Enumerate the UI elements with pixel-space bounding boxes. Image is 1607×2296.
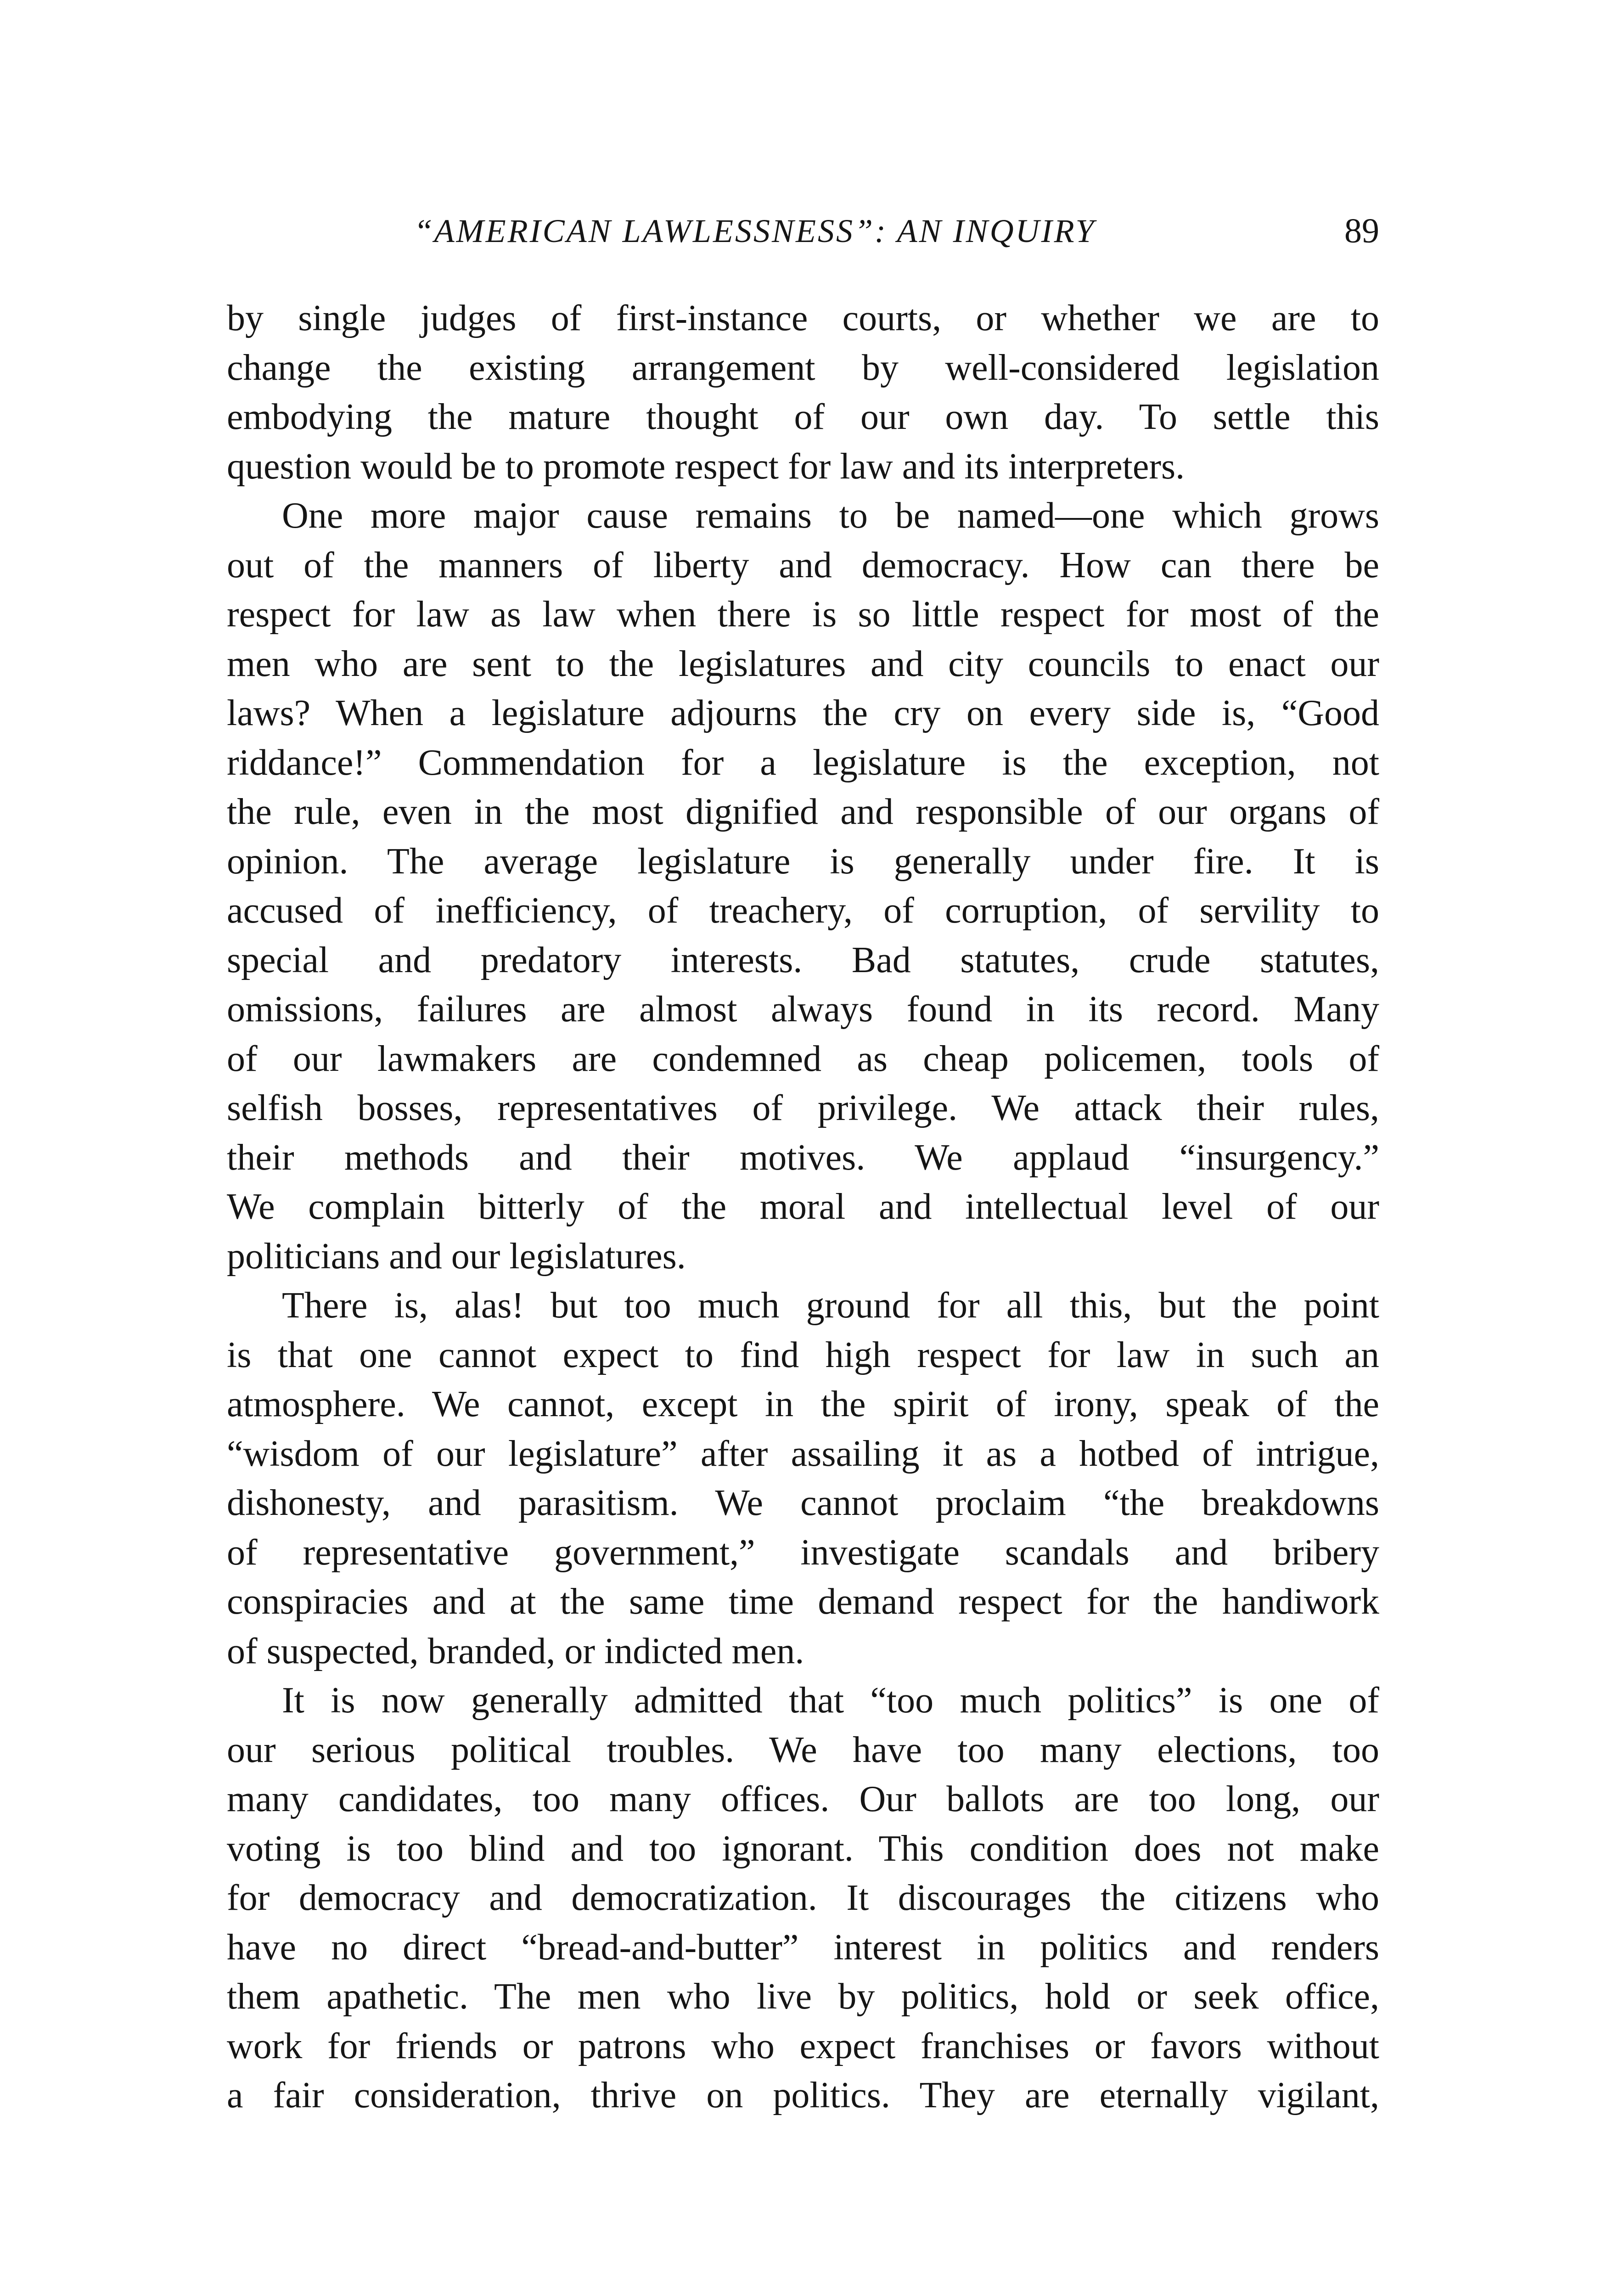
text-line: of our lawmakers are condemned as cheap policemen, tools of [227, 1038, 1379, 1079]
text-line: riddance!” Commendation for a legislature is the exception, not [227, 742, 1379, 783]
text-line: of suspected, branded, or indicted men. [227, 1631, 804, 1671]
text-line: accused of inefficiency, of treachery, of corruption, of servility to [227, 890, 1379, 931]
paragraph-atmosphere [227, 1281, 1379, 1676]
text-line: dishonesty, and parasitism. We cannot proclaim “the breakdowns [227, 1483, 1379, 1523]
running-head [227, 206, 1379, 256]
text-line: of representative government,” investigate scandals and bribery [227, 1532, 1379, 1573]
text-line: selfish bosses, representatives of privilege. We attack their rules, [227, 1088, 1379, 1128]
text-line: our serious political troubles. We have too many elections, too [227, 1729, 1379, 1770]
text-line: embodying the mature thought of our own day. To settle this [227, 397, 1379, 437]
text-line: them apathetic. The men who live by politics, hold or seek office, [227, 1976, 1379, 2017]
text-line: their methods and their motives. We applaud “insurgency.” [227, 1137, 1379, 1178]
text-line: special and predatory interests. Bad statutes, crude statutes, [227, 940, 1379, 980]
text-line: by single judges of first-instance courts, or whether we are to [227, 298, 1379, 338]
text-line: respect for law as law when there is so little respect for most of the [227, 594, 1379, 635]
body-text [227, 294, 1379, 2121]
text-line: We complain bitterly of the moral and intellectual level of our [227, 1187, 1379, 1227]
running-title: “AMERICAN LAWLESSNESS”: AN INQUIRY [414, 213, 1096, 249]
text-line: One more major cause remains to be named—one which grows [282, 495, 1379, 536]
text-line: many candidates, too many offices. Our ballots are too long, our [227, 1779, 1379, 1819]
text-line: opinion. The average legislature is generally under fire. It is [227, 841, 1379, 882]
paragraph-too-much-politics [227, 1676, 1379, 2121]
text-line: question would be to promote respect for law and its interpreters. [227, 446, 1185, 487]
text-line: It is now generally admitted that “too much politics” is one of [282, 1680, 1379, 1721]
text-line: “wisdom of our legislature” after assailing it as a hotbed of intrigue, [227, 1433, 1379, 1474]
page-number: 89 [1344, 212, 1379, 250]
text-line: for democracy and democratization. It discourages the citizens who [227, 1878, 1379, 1918]
text-line: men who are sent to the legislatures and city councils to enact our [227, 643, 1379, 684]
text-line: conspiracies and at the same time demand respect for the handiwork [227, 1581, 1379, 1622]
paragraph-continued [227, 294, 1379, 491]
text-line: voting is too blind and too ignorant. This condition does not make [227, 1828, 1379, 1869]
text-line: There is, alas! but too much ground for all this, but the point [282, 1285, 1379, 1326]
text-line: a fair consideration, thrive on politics. They are eternally vigilant, [227, 2075, 1379, 2116]
text-line: have no direct “bread-and-butter” interest in politics and renders [227, 1927, 1379, 1968]
text-line: work for friends or patrons who expect franchises or favors without [227, 2026, 1379, 2066]
text-line: is that one cannot expect to find high respect for law in such an [227, 1334, 1379, 1375]
text-line: change the existing arrangement by well-considered legislation [227, 347, 1379, 388]
paragraph-legislatures [227, 491, 1379, 1281]
text-line: the rule, even in the most dignified and responsible of our organs of [227, 792, 1379, 832]
text-line: out of the manners of liberty and democracy. How can there be [227, 545, 1379, 585]
text-line: politicians and our legislatures. [227, 1236, 686, 1277]
text-line: atmosphere. We cannot, except in the spirit of irony, speak of the [227, 1384, 1379, 1424]
text-line: laws? When a legislature adjourns the cry on every side is, “Good [227, 693, 1379, 733]
text-line: omissions, failures are almost always found in its record. Many [227, 989, 1379, 1030]
